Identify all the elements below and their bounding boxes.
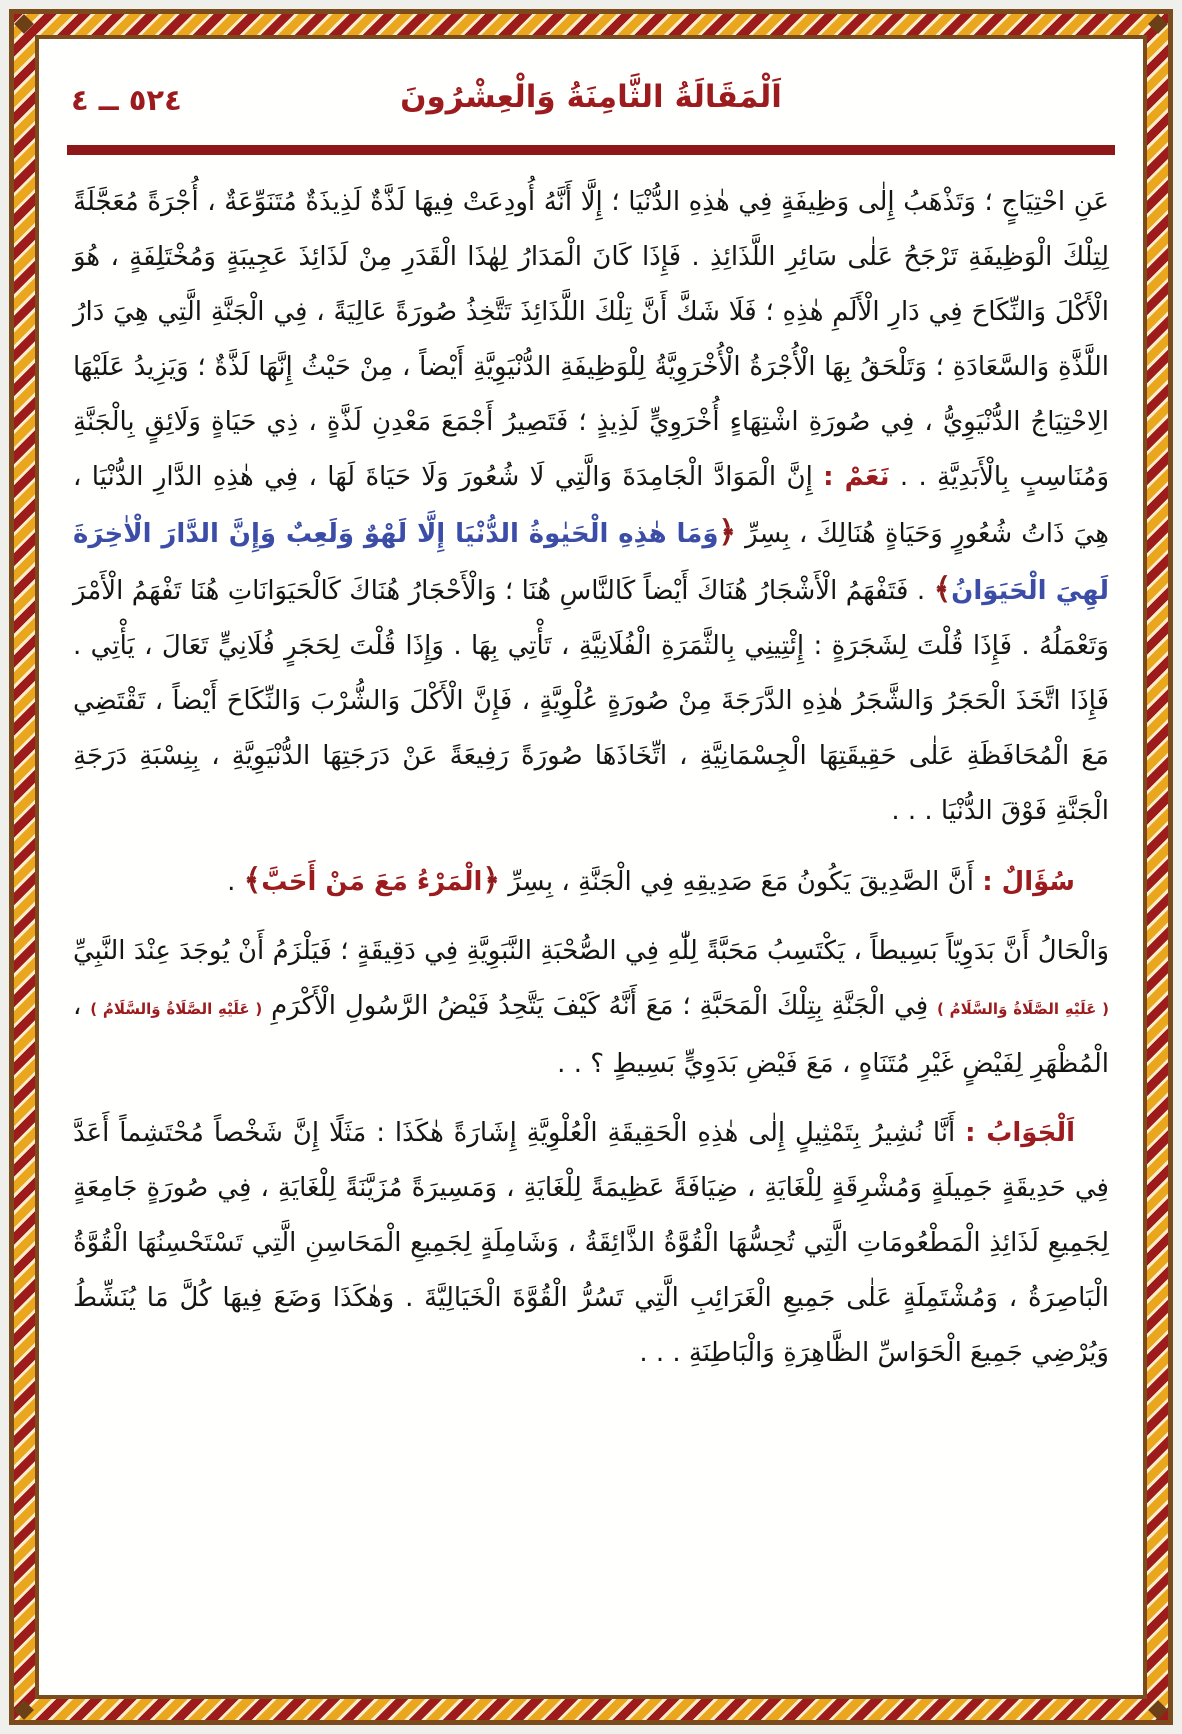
paragraph-text: أَنَّ الصَّدِيقَ يَكُونُ مَعَ صَدِيقِهِ فِي الْجَنَّةِ ، بِسِرِّ <box>500 867 983 897</box>
paragraph-text: . فَتَفْهَمُ الْأَشْجَارُ هُنَاكَ أَيْضاً كَالنَّاسِ هُنَا ؛ وَالْأَحْجَارُ هُنَاكَ كَالْحَيَوَانَاتِ هُنَا تَفْهَمُ الْأَمْرَ وَتَعْمَلُهُ . فَإِذَا قُلْتَ لِشَجَرَةٍ : إِئْتِينِي بِالثَّمَرَةِ الْفُلَانِيَّةِ ، تَأْتِي بِهَا . وَإِذَا قُلْتَ لِحَجَرٍ فُلَانِيٍّ تَعَالَ ، يَأْتِي . فَإِذَا اتَّخَذَ الْحَجَرُ وَالشَّجَرُ هٰذِهِ الدَّرَجَةَ مِنْ صُورَةٍ عُلْوِيَّةٍ ، فَإِنَّ الْأَكْلَ وَالشُّرْبَ وَالنِّكَاحَ أَيْضاً ، تَقْتَضِي مَعَ الْمُحَافَظَةِ عَلٰى حَقِيقَتِهَا الْجِسْمَانِيَّةِ ، اتِّخَاذَهَا صُورَةً رَفِيعَةً عَنْ دَرَجَتِهَا الدُّنْيَوِيَّةِ ، بِنِسْبَةِ دَرَجَةِ الْجَنَّةِ فَوْقَ الدُّنْيَا . . . <box>73 576 1109 826</box>
corner-ornament <box>14 1700 34 1720</box>
header-double-rule <box>67 145 1115 155</box>
corner-ornament <box>1148 14 1168 34</box>
salawat-seal: ( عَلَيْهِ الصَّلَاةُ وَالسَّلَامُ ) <box>90 1000 263 1018</box>
ornate-bracket-close: ﴾ <box>243 863 262 898</box>
page-header <box>65 67 1117 141</box>
corner-ornament <box>1148 1700 1168 1720</box>
paragraph-text: عَنِ احْتِيَاجٍ ؛ وَتَذْهَبُ إِلٰى وَظِيفَةٍ فِي هٰذِهِ الدُّنْيَا ؛ إِلَّا أَنَّهُ أُودِعَتْ فِيهَا لَذَّةٌ لَذِيذَةٌ مُتَنَوِّعَةٌ ، أُجْرَةً مُعَجَّلَةً لِتِلْكَ الْوَظِيفَةِ تَرْجَحُ عَلٰى سَائِرِ اللَّذَائِذِ . فَإِذَا كَانَ الْمَدَارُ لِهٰذَا الْقَدَرِ مِنْ لَذَائِذَ عَجِيبَةٍ وَمُخْتَلِفَةٍ ، هُوَ الْأَكْلَ وَالنِّكَاحَ فِي دَارِ الْأَلَمِ هٰذِهِ ؛ فَلَا شَكَّ أَنَّ تِلْكَ اللَّذَائِذَ تَتَّخِذُ صُورَةً عَالِيَةً ، فِي الْجَنَّةِ الَّتِي هِيَ دَارُ اللَّذَّةِ وَالسَّعَادَةِ ؛ وَتَلْحَقُ بِهَا الْأُجْرَةُ الْأُخْرَوِيَّةُ لِلْوَظِيفَةِ الدُّنْيَوِيَّةِ أَيْضاً ، مِنْ حَيْثُ إِنَّهَا لَذَّةٌ ؛ وَيَزِيدُ عَلَيْهَا الِاحْتِيَاجُ الدُّنْيَوِيُّ ، فِي صُورَةِ اشْتِهَاءٍ أُخْرَوِيٍّ لَذِيذٍ ؛ فَتَصِيرُ أَجْمَعَ مَعْدِنِ لَذَّةٍ ، ذِي حَيَاةٍ وَلَائِقٍ بِالْجَنَّةِ وَمُنَاسِبٍ بِالْأَبَدِيَّةِ . . <box>73 187 1109 492</box>
paragraph-text: . <box>227 867 244 897</box>
question-label: سُؤَالٌ : <box>982 867 1075 897</box>
paragraph-text: وَالْحَالُ أَنَّ بَدَوِيّاً بَسِيطاً ، يَكْتَسِبُ مَحَبَّةً لِلّٰهِ فِي الصُّحْبَةِ النَّبَوِيَّةِ فِي دَقِيقَةٍ ؛ فَيَلْزَمُ أَنْ يُوجَدَ عِنْدَ النَّبِيِّ <box>73 936 1109 966</box>
salawat-seal: ( عَلَيْهِ الصَّلَاةُ وَالسَّلَامُ ) <box>937 1000 1110 1018</box>
hadith-quote: الْمَرْءُ مَعَ مَنْ أَحَبَّ <box>261 867 483 897</box>
paragraph-text: أَنَّا نُشِيرُ بِتَمْثِيلٍ إِلٰى هٰذِهِ الْحَقِيقَةِ الْعُلْوِيَّةِ إِشَارَةً هٰكَذَا : مَثَلًا إِنَّ شَخْصاً مُحْتَشِماً أَعَدَّ فِي حَدِيقَةٍ جَمِيلَةٍ وَمُشْرِقَةٍ لِلْغَايَةِ ، ضِيَافَةً عَظِيمَةً لِلْغَايَةِ ، وَمَسِيرَةً مُزَيَّنَةً لِلْغَايَةِ ، فِي صُورَةٍ جَامِعَةٍ لِجَمِيعِ لَذَائِذِ الْمَطْعُومَاتِ الَّتِي تُحِسُّهَا الْقُوَّةُ الذَّائِقَةُ ، وَشَامِلَةٍ لِجَمِيعِ الْمَحَاسِنِ الَّتِي تَسْتَحْسِنُهَا الْقُوَّةُ الْبَاصِرَةُ ، وَمُشْتَمِلَةٍ عَلٰى جَمِيعِ الْغَرَائِبِ الَّتِي تَسُرُّ الْقُوَّةَ الْخَيَالِيَّةَ . وَهٰكَذَا وَضَعَ فِيهَا كُلَّ مَا يُنَشِّطُ وَيُرْضِي جَمِيعَ الْحَوَاسِّ الظَّاهِرَةِ وَالْبَاطِنَةِ . . . <box>73 1118 1109 1368</box>
ornate-bracket-open: ﴿ <box>718 515 737 550</box>
page-title: اَلْمَقَالَةُ الثَّامِنَةُ وَالْعِشْرُونَ <box>400 79 782 115</box>
paragraph-main <box>73 175 1109 839</box>
paragraph-text: فِي الْجَنَّةِ بِتِلْكَ الْمَحَبَّةِ ؛ مَعَ أَنَّهُ كَيْفَ يَتَّحِدُ فَيْضُ الرَّسُولِ الْأَكْرَمِ <box>262 991 937 1021</box>
answer-label: اَلْجَوَابُ : <box>965 1118 1076 1148</box>
page-sheet <box>35 35 1147 1699</box>
paragraph-text: ، الْمُظْهَرِ لِفَيْضٍ غَيْرِ مُتَنَاهٍ ، مَعَ فَيْضِ بَدَوِيٍّ بَسِيطٍ ؟ . . <box>73 991 1109 1079</box>
page-number: ٥٢٤ ــ ٤ <box>71 83 182 117</box>
paragraph-text: إِنَّ الْمَوَادَّ الْجَامِدَةَ وَالَّتِي لَا شُعُورَ وَلَا حَيَاةَ لَهَا ، فِي هٰذِهِ الدَّارِ الدُّنْيَا ، هِيَ ذَاتُ شُعُورٍ وَحَيَاةٍ هُنَالِكَ ، بِسِرِّ <box>73 462 1109 549</box>
ornate-bracket-open: ﴿ <box>482 863 501 898</box>
emphasis-yes: نَعَمْ : <box>823 462 890 492</box>
body-text <box>65 155 1117 1381</box>
ornate-bracket-close: ﴾ <box>933 572 952 607</box>
paragraph-answer <box>73 1106 1109 1381</box>
corner-ornament <box>14 14 34 34</box>
quran-verse: وَمَا هٰذِهِ الْحَيٰوةُ الدُّنْيَا إِلَّا لَهْوٌ وَلَعِبٌ وَإِنَّ الدَّارَ الْاٰخِرَةَ لَهِيَ الْحَيَوَانُ <box>73 519 1109 606</box>
ornamental-chain-border <box>9 9 1173 1725</box>
paragraph-question <box>73 853 1109 910</box>
paragraph-question-body <box>73 924 1109 1092</box>
